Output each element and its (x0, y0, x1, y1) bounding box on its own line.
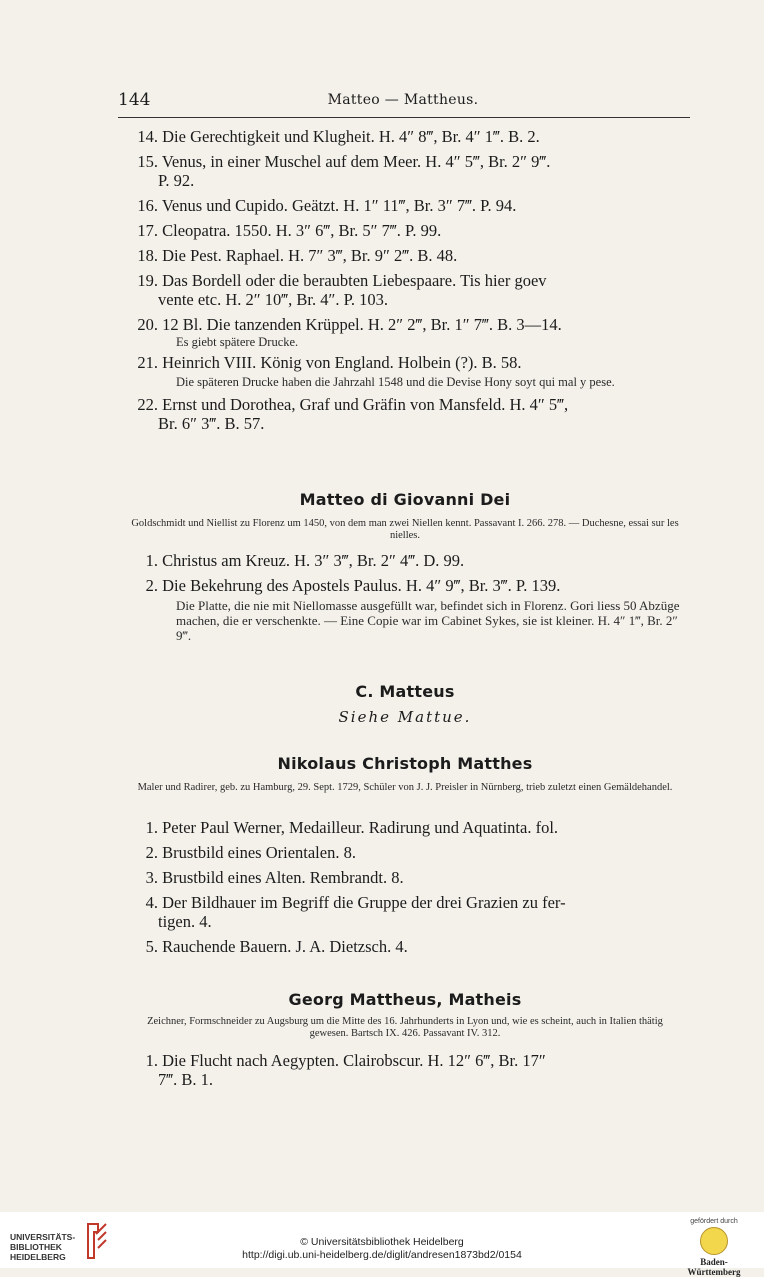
section3-entry-2: 2. Brustbild eines Orientalen. 8. (145, 843, 356, 862)
entry-14: 14. Die Gerechtigkeit und Klugheit. H. 4″ 8‴, Br. 4″ 1‴. B. 2. (137, 127, 540, 146)
running-title: Matteo — Mattheus. (327, 92, 479, 108)
section-heading-nikolaus-christoph-matthes: Nikolaus Christoph Matthes (277, 754, 533, 773)
section3-entry-1: 1. Peter Paul Werner, Medailleur. Radirung und Aquatinta. fol. (145, 818, 559, 837)
entry-20: 20. 12 Bl. Die tanzenden Krüppel. H. 2″ 2‴, Br. 1″ 7‴. B. 3—14. (137, 315, 562, 334)
cross-reference: Siehe Mattue. (338, 708, 472, 726)
entry-21-note: Die späteren Drucke haben die Jahrzahl 1548 und die Devise Hony soyt qui mal y pese. (176, 375, 615, 389)
entry-18: 18. Die Pest. Raphael. H. 7″ 3‴, Br. 9″ 2‴. B. 48. (137, 246, 458, 265)
entry-20-note: Es giebt spätere Drucke. (176, 335, 299, 349)
section-subtext-matteo-di-giovanni-dei: Goldschmidt und Niellist zu Florenz um 1450, von dem man zwei Niellen kennt. Passavant I. 266. 278. — Duchesne, essai sur les nielles. (131, 518, 679, 541)
section1-entry-2: 2. Die Bekehrung des Apostels Paulus. H. 4″ 9‴, Br. 3‴. P. 139. (145, 576, 561, 595)
section-subtext-georg-mattheus: Zeichner, Formschneider zu Augsburg um die Mitte des 16. Jahrhunderts in Lyon und, wie es scheint, auch in Italien thätig gewesen. Bartsch IX. 426. Passavant IV. 312. (147, 1016, 663, 1039)
entry-15: 15. Venus, in einer Muschel auf dem Meer. H. 4″ 5‴, Br. 2″ 9‴. P. 92. (137, 152, 551, 190)
footer-bar (0, 1212, 764, 1277)
entry-19: 19. Das Bordell oder die beraubten Liebespaare. Tis hier goev vente etc. H. 2″ 10‴, Br. 4″. P. 103. (137, 271, 547, 309)
state-coat-of-arms-icon (700, 1227, 728, 1255)
section-heading-c-matteus: C. Matteus (355, 682, 455, 701)
uni-line-1: UNIVERSITÄTS- (10, 1232, 76, 1242)
section-subtext-nikolaus-christoph-matthes: Maler und Radirer, geb. zu Hamburg, 29. Sept. 1729, Schüler von J. J. Preisler in Nürnberg, trieb zuletzt einen Gemäldehandel. (137, 782, 673, 793)
entries-section4 (118, 1051, 692, 1089)
section1-entry-2-note: Die Platte, die nie mit Niellomasse ausgefüllt war, befindet sich in Florenz. Gori liess 50 Abzüge machen, die er verschenkte. — Eine Copie war im Cabinet Sykes, sie ist kleiner. H. 4″ 1‴, Br. 2″ 9‴. (176, 598, 680, 643)
entry-21: 21. Heinrich VIII. König von England. Holbein (?). B. 58. (137, 353, 522, 372)
section3-entry-3: 3. Brustbild eines Alten. Rembrandt. 8. (145, 868, 404, 887)
entries-section3 (118, 818, 692, 956)
section3-entry-5: 5. Rauchende Bauern. J. A. Dietzsch. 4. (145, 937, 408, 956)
section-heading-georg-mattheus: Georg Mattheus, Matheis (288, 990, 522, 1009)
entries-top (118, 127, 692, 433)
entry-17: 17. Cleopatra. 1550. H. 3″ 6‴, Br. 5″ 7‴. P. 99. (137, 221, 442, 240)
uni-line-2: BIBLIOTHEK (10, 1242, 62, 1252)
section1-entry-1: 1. Christus am Kreuz. H. 3″ 3‴, Br. 2″ 4‴. D. 99. (145, 551, 465, 570)
section4-entry-1: 1. Die Flucht nach Aegypten. Clairobscur. H. 12″ 6‴, Br. 17″ 7‴. B. 1. (145, 1051, 546, 1089)
uni-line-3: HEIDELBERG (10, 1252, 66, 1262)
section-heading-matteo-di-giovanni-dei: Matteo di Giovanni Dei (299, 490, 511, 509)
entry-22: 22. Ernst und Dorothea, Graf und Gräfin von Mansfeld. H. 4″ 5‴, Br. 6″ 3‴. B. 57. (137, 395, 569, 433)
entry-16: 16. Venus und Cupido. Geätzt. H. 1″ 11‴, Br. 3″ 7‴. P. 94. (137, 196, 517, 215)
section3-entry-4: 4. Der Bildhauer im Begriff die Gruppe der drei Grazien zu fer- tigen. 4. (145, 893, 566, 931)
page-number: 144 (118, 90, 151, 110)
funded-by-label: gefördert durch (690, 1218, 738, 1225)
copyright-line: © Universitätsbibliothek Heidelberg (300, 1236, 464, 1248)
entries-section1 (118, 551, 692, 643)
source-url[interactable]: http://digi.ub.uni-heidelberg.de/diglit/andresen1873bd2/0154 (242, 1249, 522, 1261)
state-name: Baden-Württemberg (687, 1257, 741, 1277)
funding-logo (674, 1218, 754, 1277)
running-header (118, 90, 688, 112)
header-rule (118, 117, 690, 118)
